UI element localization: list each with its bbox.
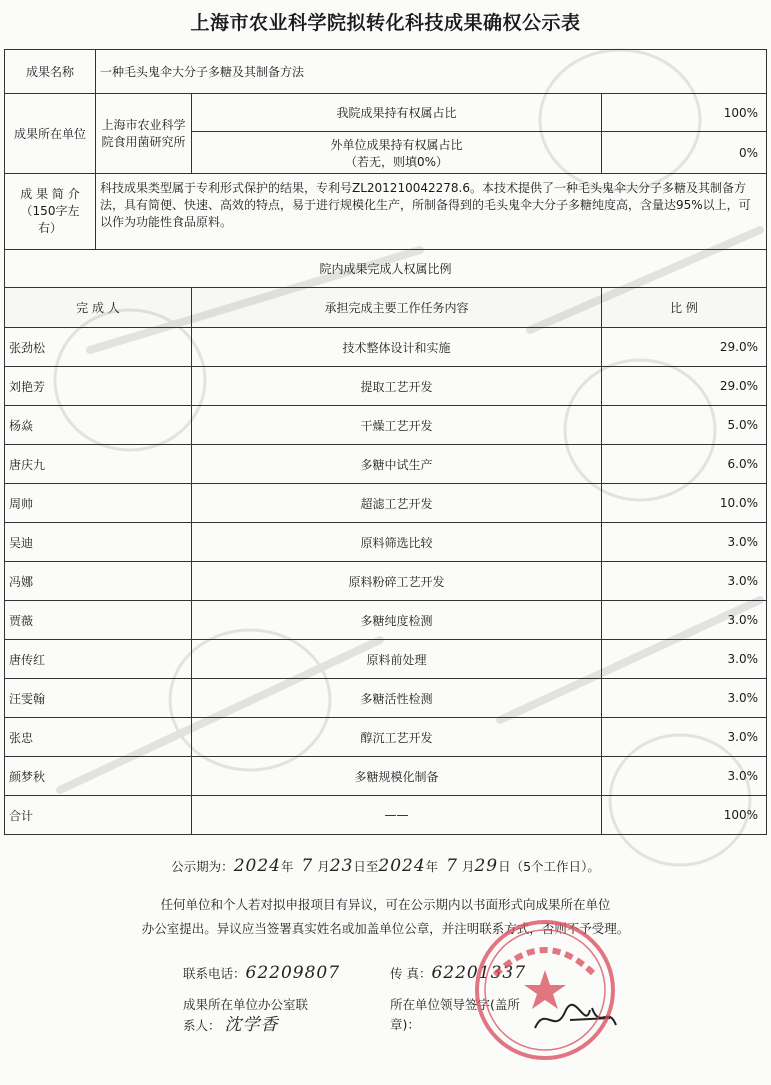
total-task: —— — [192, 796, 602, 835]
table-row — [5, 523, 767, 562]
total-row — [5, 796, 767, 835]
page-title: 上海市农业科学院拟转化科技成果确权公示表 — [190, 12, 581, 34]
intro-label-cell — [5, 174, 96, 250]
period-year-unit-2: 年 — [425, 859, 439, 874]
table-row — [5, 406, 767, 445]
table-row — [5, 562, 767, 601]
external-share-label: 外单位成果持有权属占比 — [330, 137, 463, 152]
contributor-name: 吴迪 — [5, 523, 192, 562]
period-prefix: 公示期为： — [171, 859, 234, 874]
contributor-task: 醇沉工艺开发 — [192, 718, 602, 757]
contributor-task: 提取工艺开发 — [192, 367, 602, 406]
contributor-name: 刘艳芳 — [5, 367, 192, 406]
table-row — [5, 718, 767, 757]
table-row — [5, 679, 767, 718]
table-row — [5, 640, 767, 679]
external-share-value: 0% — [602, 132, 767, 174]
table-row — [5, 328, 767, 367]
contributor-name: 周帅 — [5, 484, 192, 523]
contributor-task: 原料筛选比较 — [192, 523, 602, 562]
contributor-name: 贾薇 — [5, 601, 192, 640]
notice-line-1: 任何单位和个人若对拟申报项目有异议，可在公示期内以书面形式向成果所在单位 — [160, 897, 611, 912]
total-ratio: 100% — [602, 796, 767, 835]
leader-label-2: 章)： — [390, 1017, 420, 1032]
contributor-task: 多糖中试生产 — [192, 445, 602, 484]
contributor-name: 张忠 — [5, 718, 192, 757]
result-name-value: 一种毛头鬼伞大分子多糖及其制备方法 — [96, 50, 767, 94]
external-share-note: （若无，则填0%） — [344, 154, 449, 169]
contributor-task: 原料前处理 — [192, 640, 602, 679]
external-share-label-cell — [192, 132, 602, 174]
table-row — [5, 757, 767, 796]
contributor-name: 张劲松 — [5, 328, 192, 367]
contact-phone-label: 联系电话： — [183, 966, 246, 981]
section-title: 院内成果完成人权属比例 — [5, 250, 767, 288]
leader-label: 所在单位领导签字(盖所 — [390, 997, 520, 1012]
period-start-day: 23 — [329, 856, 354, 876]
contact-person-label-2: 系人： — [183, 1018, 221, 1033]
contact-person-signature: 沈学香 — [224, 1015, 279, 1035]
period-suffix: 日（5个工作日）。 — [498, 859, 600, 874]
period-month-unit-2: 月 — [461, 859, 475, 874]
table-row — [5, 484, 767, 523]
period-end-month: 7 — [446, 856, 458, 876]
period-start-month: 7 — [301, 856, 314, 876]
contributor-task: 多糖规模化制备 — [192, 757, 602, 796]
period-end-year: 2024 — [378, 856, 426, 876]
contributor-task: 多糖活性检测 — [192, 679, 602, 718]
contributor-ratio: 29.0% — [602, 328, 767, 367]
period-month-unit: 月 — [317, 859, 330, 874]
fax-value: 62201337 — [431, 963, 527, 983]
contributor-ratio: 3.0% — [602, 679, 767, 718]
contributor-ratio: 6.0% — [602, 445, 767, 484]
contributor-name: 颜梦秋 — [5, 757, 192, 796]
contact-phone-value: 62209807 — [245, 963, 341, 983]
period-start-year: 2024 — [233, 856, 281, 876]
total-label: 合计 — [5, 796, 192, 835]
contributor-name: 唐传红 — [5, 640, 192, 679]
column-ratio: 比 例 — [602, 288, 767, 328]
period-year-unit: 年 — [280, 859, 294, 874]
internal-share-label: 我院成果持有权属占比 — [192, 94, 602, 132]
contributor-name: 汪雯翰 — [5, 679, 192, 718]
contact-person — [183, 995, 308, 1036]
confirmation-table — [4, 49, 767, 835]
contributor-name: 唐庆九 — [5, 445, 192, 484]
contributor-name: 杨焱 — [5, 406, 192, 445]
contributor-task: 原料粉碎工艺开发 — [192, 562, 602, 601]
period-end-day: 29 — [474, 856, 499, 876]
owner-unit-label: 成果所在单位 — [5, 94, 96, 174]
contributor-ratio: 3.0% — [602, 562, 767, 601]
contact-person-label: 成果所在单位办公室联 — [183, 997, 309, 1012]
publicity-period — [0, 856, 771, 876]
contributor-ratio: 5.0% — [602, 406, 767, 445]
column-person: 完 成 人 — [5, 288, 192, 328]
result-name-label: 成果名称 — [5, 50, 96, 94]
contributor-ratio: 29.0% — [602, 367, 767, 406]
internal-share-value: 100% — [602, 94, 767, 132]
contributor-task: 技术整体设计和实施 — [192, 328, 602, 367]
contact-phone — [183, 963, 340, 983]
column-task: 承担完成主要工作任务内容 — [192, 288, 602, 328]
owner-unit-value: 上海市农业科学院食用菌研究所 — [96, 94, 192, 174]
intro-label-sub2: 右） — [37, 221, 62, 235]
table-row — [5, 367, 767, 406]
notice-line-2: 办公室提出。异议应当签署真实姓名或加盖单位公章，并注明联系方式，否则不予受理。 — [141, 921, 630, 936]
contributor-task: 多糖纯度检测 — [192, 601, 602, 640]
contributor-ratio: 3.0% — [602, 718, 767, 757]
institute-stamp — [470, 915, 620, 1065]
contributor-ratio: 3.0% — [602, 757, 767, 796]
contributor-ratio: 3.0% — [602, 640, 767, 679]
contributor-ratio: 3.0% — [602, 523, 767, 562]
table-row — [5, 445, 767, 484]
contributor-name: 冯娜 — [5, 562, 192, 601]
intro-text: 科技成果类型属于专利形式保护的结果，专利号ZL201210042278.6。本技术提供了一种毛头鬼伞大分子多糖及其制备方法，具有简便、快速、高效的特点，易于进行规模化生产，所制备得到的毛头鬼伞大分子多糖纯度高，含量达95%以上，可以作为功能性食品原料。 — [96, 174, 767, 250]
intro-label: 成 果 简 介 — [20, 187, 80, 201]
intro-label-sub: （150字左 — [20, 204, 80, 218]
contributor-ratio: 10.0% — [602, 484, 767, 523]
period-to: 日至 — [353, 859, 379, 874]
contributor-ratio: 3.0% — [602, 601, 767, 640]
fax-label: 传 真： — [390, 966, 432, 981]
table-row — [5, 601, 767, 640]
contributor-task: 干燥工艺开发 — [192, 406, 602, 445]
contributor-task: 超滤工艺开发 — [192, 484, 602, 523]
